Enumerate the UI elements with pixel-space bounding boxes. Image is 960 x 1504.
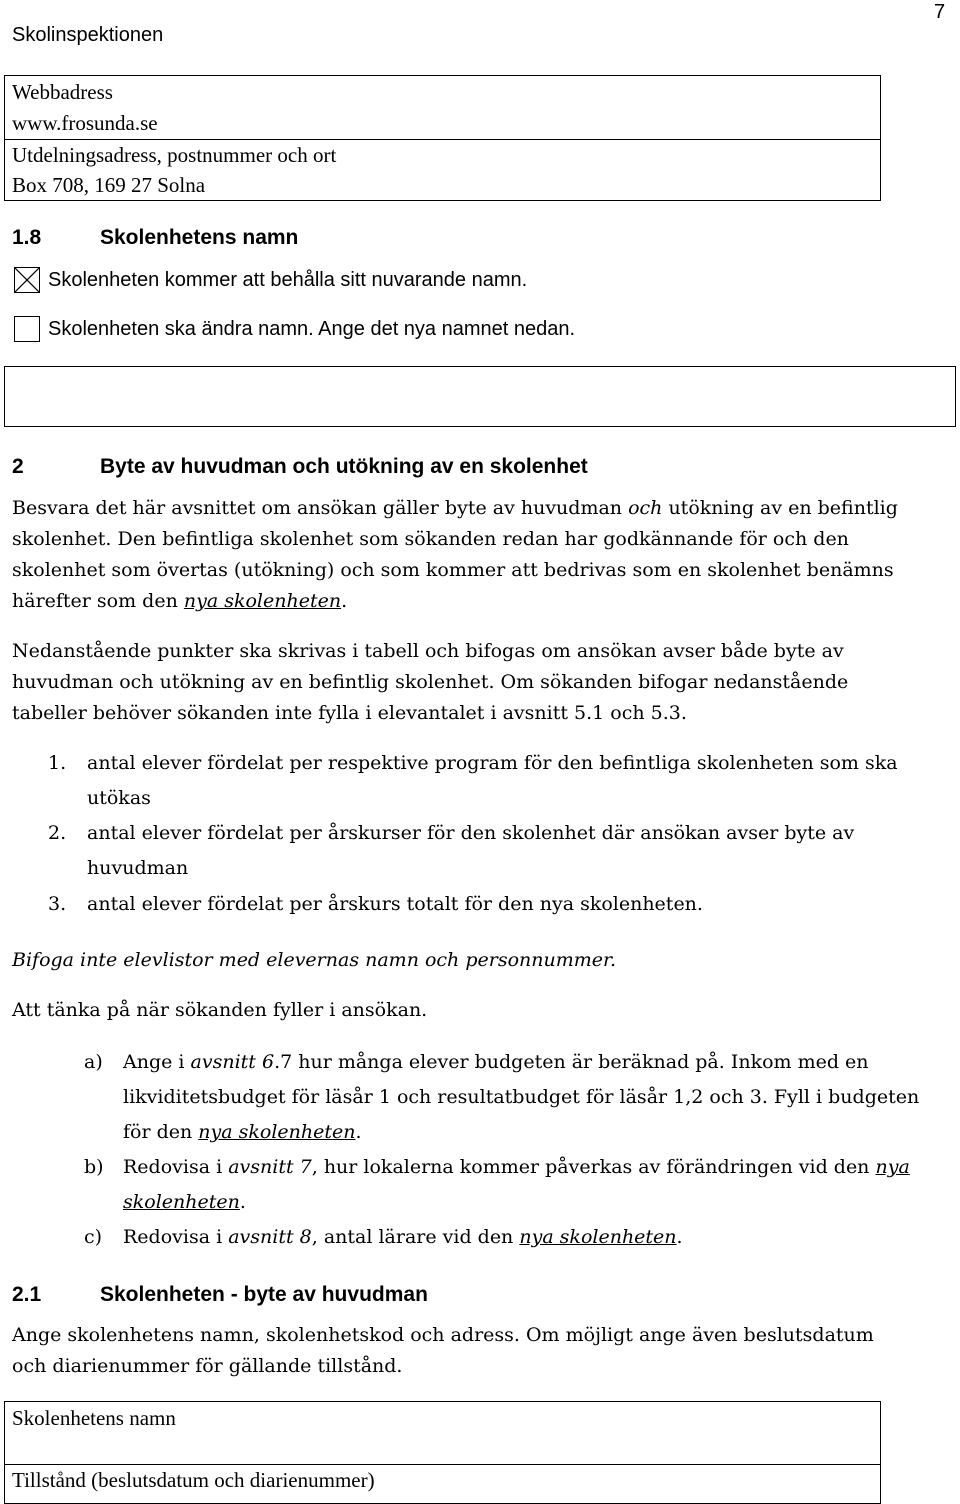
section-2-paragraph-2-line-1: Nedanstående punkter ska skrivas i tabell och bifogas om ansökan avser både byte av: [12, 640, 844, 662]
section-1-8-number: 1.8: [12, 226, 42, 249]
list-item-2-text-cont: huvudman: [87, 857, 189, 879]
address-value[interactable]: Box 708, 169 27 Solna: [12, 173, 206, 197]
change-name-label: Skolenheten ska ändra namn. Ange det nya namnet nedan.: [48, 318, 576, 340]
list-item-1-text: antal elever fördelat per respektive program för den befintliga skolenheten som ska: [87, 752, 898, 774]
list-item-2-number: 2.: [48, 822, 67, 844]
change-name-checkbox[interactable]: [14, 316, 40, 342]
new-name-input[interactable]: [4, 366, 956, 427]
item-a-line-1: Ange i avsnitt 6.7 hur många elever budgeten är beräknad på. Inkom med en: [123, 1051, 869, 1073]
list-item-3-number: 3.: [48, 893, 67, 915]
section-2-paragraph-2-line-3: tabeller behöver sökanden inte fylla i elevantalet i avsnitt 5.1 och 5.3.: [12, 702, 687, 724]
list-item-1-number: 1.: [48, 752, 67, 774]
list-item-3-text: antal elever fördelat per årskurs totalt för den nya skolenheten.: [87, 893, 703, 915]
checkbox-cross-icon: [15, 268, 39, 292]
list-item-2-text: antal elever fördelat per årskurser för den skolenhet där ansökan avser byte av: [87, 822, 855, 844]
section-2-number: 2: [12, 455, 24, 478]
section-2-1-paragraph-line-1: Ange skolenhetens namn, skolenhetskod och adress. Om möjligt ange även beslutsdatum: [12, 1324, 874, 1346]
web-label: Webbadress: [12, 80, 113, 104]
keep-name-checkbox[interactable]: [14, 267, 40, 293]
item-b-line-2: skolenheten.: [123, 1191, 246, 1213]
item-c-label: c): [84, 1226, 103, 1248]
section-2-paragraph-2-line-2: huvudman och utökning av en befintlig skolenhet. Om sökanden bifogar nedanstående: [12, 671, 849, 693]
attachment-note: Bifoga inte elevlistor med elevernas namn och personnummer.: [12, 949, 617, 971]
list-item-1-text-cont: utökas: [87, 787, 151, 809]
section-2-title: Byte av huvudman och utökning av en skolenhet: [100, 455, 588, 478]
item-b-label: b): [84, 1156, 104, 1178]
web-value[interactable]: www.frosunda.se: [12, 111, 158, 135]
section-2-paragraph-1-line-1: Besvara det här avsnittet om ansökan gäller byte av huvudman och utökning av en befintlig: [12, 497, 898, 519]
think-intro: Att tänka på när sökanden fyller i ansökan.: [12, 999, 428, 1021]
section-2-1-title: Skolenheten - byte av huvudman: [100, 1283, 428, 1306]
section-2-paragraph-1-line-4: härefter som den nya skolenheten.: [12, 590, 348, 612]
nya-skolenheten-term: nya skolenheten: [183, 590, 342, 612]
keep-name-label: Skolenheten kommer att behålla sitt nuvarande namn.: [48, 269, 528, 291]
header-title: Skolinspektionen: [12, 24, 164, 46]
item-a-line-2: likviditetsbudget för läsår 1 och resultatbudget för läsår 1,2 och 3. Fyll i budgeten: [123, 1086, 920, 1108]
item-c-line-1: Redovisa i avsnitt 8, antal lärare vid den nya skolenheten.: [123, 1226, 683, 1248]
permit-label: Tillstånd (beslutsdatum och diarienummer): [12, 1468, 375, 1492]
avsnitt-8-ref: avsnitt 8: [228, 1226, 312, 1248]
item-a-label: a): [84, 1051, 103, 1073]
section-1-8-title: Skolenhetens namn: [100, 226, 299, 249]
school-unit-name-label: Skolenhetens namn: [12, 1406, 176, 1430]
contact-box-divider: [4, 139, 881, 140]
section-2-1-paragraph-line-2: och diarienummer för gällande tillstånd.: [12, 1355, 403, 1377]
item-b-line-1: Redovisa i avsnitt 7, hur lokalerna kommer påverkas av förändringen vid den nya: [123, 1156, 910, 1178]
address-label: Utdelningsadress, postnummer och ort: [12, 143, 337, 167]
section-2-paragraph-1-line-3: skolenhet som övertas (utökning) och som kommer att bedrivas som en skolenhet benämns: [12, 559, 894, 581]
item-a-line-3: för den nya skolenheten.: [123, 1121, 362, 1143]
page-number: 7: [934, 1, 946, 23]
section-2-1-number: 2.1: [12, 1283, 42, 1306]
section-2-paragraph-1-line-2: skolenhet. Den befintliga skolenhet som sökanden redan har godkännande för och den: [12, 528, 849, 550]
avsnitt-7-ref: avsnitt 7: [228, 1156, 312, 1178]
avsnitt-6-ref: avsnitt 6: [190, 1051, 275, 1073]
